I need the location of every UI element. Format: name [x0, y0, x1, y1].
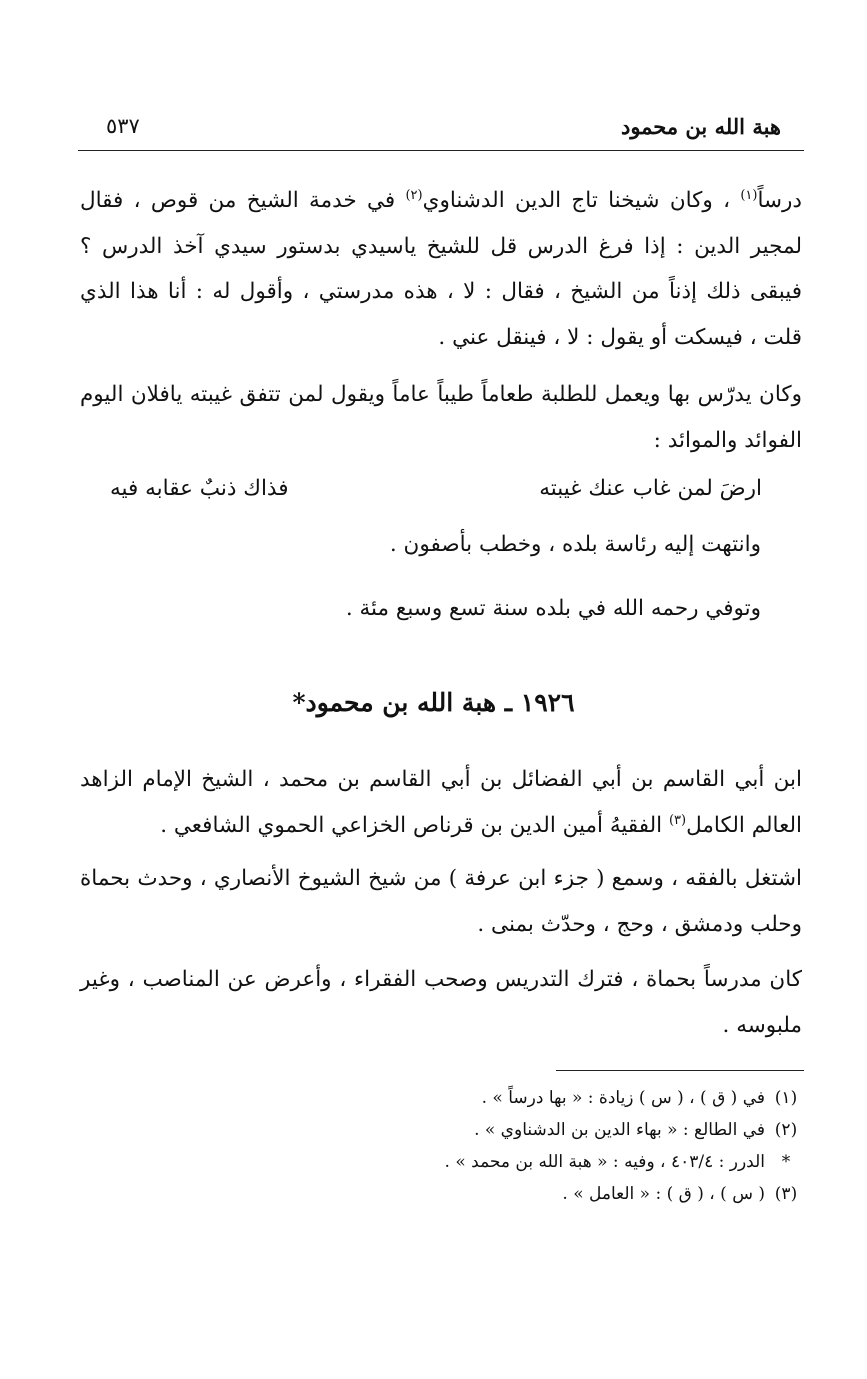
text-run: ، وكان شيخنا تاج الدين الدشناوي	[422, 188, 741, 213]
text-run: في خدمة الشيخ من قوص ، فقال لمجير الدين : إذا فرغ الدرس قل للشيخ ياسيدي بدستور سيدي آخذ الدرس ؟ فيبقى ذلك إذناً من الشيخ ، فقال : لا ، هذه مدرستي ، وأقول له : أنا هذا الذي قلت ، فيسكت أو يقول : لا ، فينقل عني .	[80, 188, 802, 350]
paragraph-death: وتوفي رحمه الله في بلده سنة تسع وسبع مئة .	[345, 596, 761, 621]
footnote	[247, 1114, 807, 1146]
footnote-ref: (٣)	[668, 812, 687, 828]
footnote-mark: (٢)	[774, 1120, 798, 1140]
footnote-text: ( س ) ، ( ق ) : « العامل » .	[562, 1184, 765, 1204]
poetry-verse	[110, 476, 762, 522]
verse-first-hemistich: ارضَ لمن غاب عنك غيبته	[539, 476, 762, 501]
paragraph-teaching: وكان يدرّس بها ويعمل للطلبة طعاماً طيباً عاماً ويقول لمن تتفق غيبته يافلان اليوم الفوائد والموائد :	[80, 382, 802, 453]
footnote-text: في الطالع : « بهاء الدين بن الدشناوي » .	[474, 1120, 765, 1140]
footnote-ref: (٢)	[405, 187, 423, 203]
footnotes	[247, 1082, 807, 1210]
paragraph-studies: اشتغل بالفقه ، وسمع ( جزء ابن عرفة ) من شيخ الشيوخ الأنصاري ، وحدث بحماة وحلب ودمشق ، وحج ، وحدّث بمنى .	[80, 866, 802, 937]
footnote	[247, 1146, 807, 1178]
paragraph-leadership: وانتهت إليه رئاسة بلده ، وخطب بأصفون .	[389, 532, 761, 557]
footnote	[247, 1082, 807, 1114]
paragraph-lineage	[80, 757, 802, 848]
text-run: الفقيهُ أمين الدين بن قرناص الخزاعي الحموي الشافعي .	[160, 812, 669, 838]
footnote-ref: (١)	[740, 187, 758, 203]
footnote	[247, 1178, 807, 1210]
footnote-mark: (٣)	[774, 1184, 798, 1204]
text-run: ابن أبي القاسم بن أبي الفضائل بن أبي القاسم بن محمد ، الشيخ الإمام الزاهد العالم الكامل	[80, 767, 802, 838]
footnote-mark: *	[781, 1152, 791, 1172]
footnote-text: الدرر : ٤٠٣/٤ ، وفيه : « هبة الله بن محمد » .	[444, 1152, 765, 1172]
text-run: درساً	[757, 188, 802, 213]
footnotes-rule	[556, 1070, 804, 1071]
running-header	[78, 112, 789, 146]
footnote-text: في ( ق ) ، ( س ) زيادة : « بها درساً » .	[481, 1088, 765, 1108]
paragraph-career: كان مدرساً بحماة ، فترك التدريس وصحب الفقراء ، وأعرض عن المناصب ، وغير ملبوسه .	[80, 967, 802, 1038]
paragraph-continued	[80, 178, 802, 360]
verse-second-hemistich: فذاك ذنبٌ عقابه فيه	[110, 476, 289, 501]
running-title: هبة الله بن محمود	[620, 114, 781, 139]
page-number: ٥٣٧	[106, 114, 140, 138]
header-rule	[78, 150, 804, 151]
entry-heading: ١٩٢٦ ـ هبة الله بن محمود*	[292, 688, 575, 717]
footnote-mark: (١)	[774, 1088, 798, 1108]
